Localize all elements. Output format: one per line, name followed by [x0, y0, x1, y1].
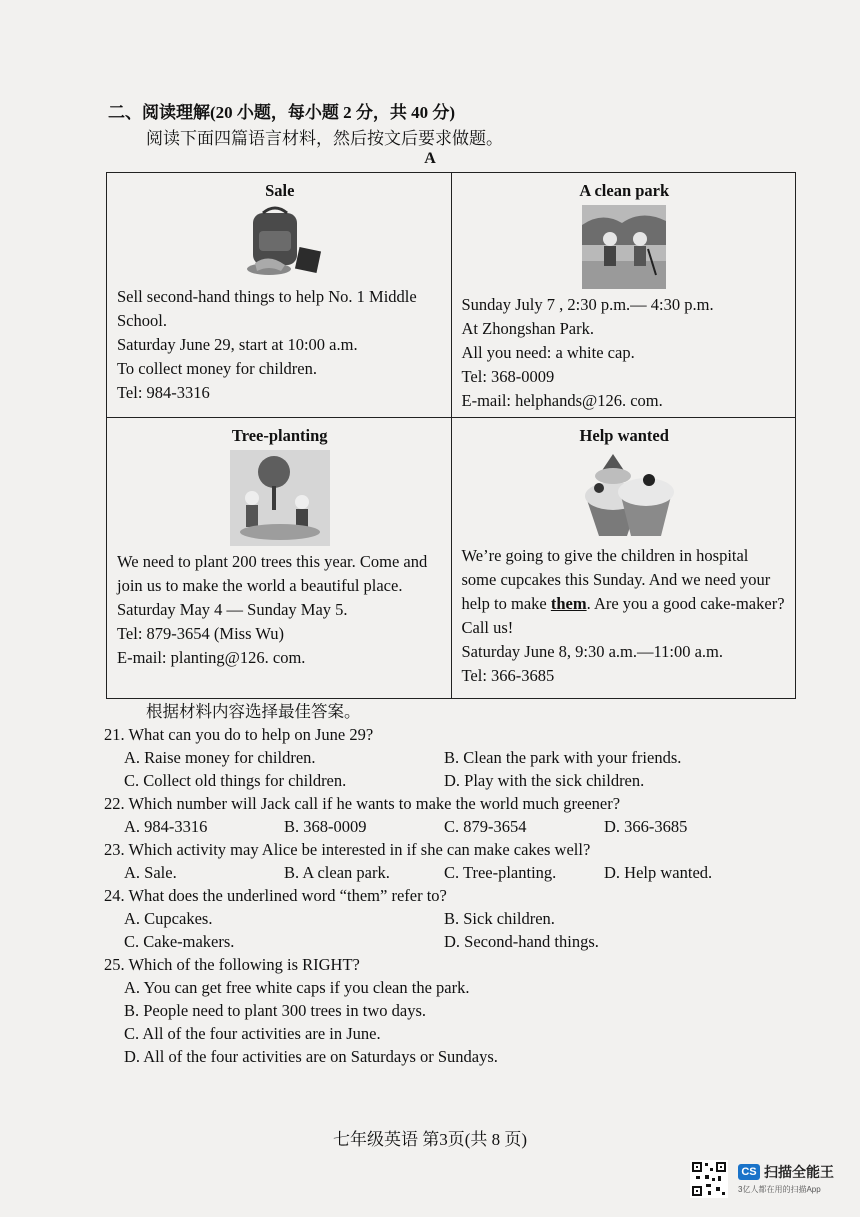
- cs-logo-icon: CS: [738, 1164, 760, 1180]
- ad-help-text-after: . Are you a good cake-maker? Call us!: [461, 594, 785, 637]
- question-options: [104, 815, 764, 838]
- question-options: [104, 999, 764, 1022]
- ad-title-clean-park: A clean park: [579, 181, 670, 200]
- option: C. 879-3654: [444, 817, 527, 836]
- ad-help-line: Saturday June 8, 9:30 a.m.—11:00 a.m.: [461, 642, 724, 661]
- ad-help-paragraph: [462, 544, 788, 640]
- ad-sale-line: To collect money for children.: [117, 359, 317, 378]
- option: D. Help wanted.: [604, 863, 713, 882]
- question-stem: 24. What does the underlined word “them” refer to?: [104, 886, 447, 905]
- ad-help-wanted: [451, 418, 796, 699]
- park-cleaning-image: [582, 205, 666, 289]
- cupcakes-image: [569, 450, 679, 540]
- scanner-tagline: 3亿人都在用的扫描App: [738, 1185, 821, 1194]
- ad-tree-line: Tel: 879-3654 (Miss Wu): [117, 624, 284, 643]
- option: A. You can get free white caps if you clean the park.: [124, 978, 470, 997]
- ad-help-line: Tel: 366-3685: [461, 666, 555, 685]
- option: D. 366-3685: [604, 817, 688, 836]
- question-options: [104, 769, 764, 792]
- question-options: [104, 976, 764, 999]
- option: A. Raise money for children.: [124, 748, 316, 767]
- ad-sale-line: Tel: 984-3316: [117, 383, 210, 402]
- ad-sale-line: Sell second-hand things to help No. 1 Middle School.: [117, 287, 417, 330]
- option: B. 368-0009: [284, 817, 367, 836]
- question-options: [104, 861, 764, 884]
- option: B. Clean the park with your friends.: [444, 748, 682, 767]
- question-options: [104, 746, 764, 769]
- section-instruction: 阅读下面四篇语言材料，然后按文后要求做题。: [146, 129, 503, 148]
- ad-park-line: Sunday July 7 , 2:30 p.m.— 4:30 p.m.: [461, 295, 714, 314]
- page-footer: 七年级英语 第3页(共 8 页): [332, 1130, 528, 1149]
- ad-tree-planting: [107, 418, 452, 699]
- section-title: 二、阅读理解(20 小题，每小题 2 分，共 40 分): [108, 103, 456, 122]
- underlined-word-them: them: [550, 594, 587, 613]
- question-stem: 25. Which of the following is RIGHT?: [104, 955, 360, 974]
- question-stem: 23. Which activity may Alice be interested in if she can make cakes well?: [104, 840, 591, 859]
- ad-park-line: E-mail: helphands@126. com.: [461, 391, 663, 410]
- ad-tree-line: We need to plant 200 trees this year. Come and join us to make the world a beautiful place.: [117, 552, 428, 595]
- option: C. Collect old things for children.: [124, 771, 347, 790]
- ads-table: [106, 172, 796, 699]
- scanner-brand: 扫描全能王: [764, 1164, 834, 1180]
- question-options: [104, 1045, 764, 1068]
- option: B. Sick children.: [444, 909, 555, 928]
- ad-sale-line: Saturday June 29, start at 10:00 a.m.: [117, 335, 358, 354]
- option: C. Cake-makers.: [124, 932, 235, 951]
- questions-intro: 根据材料内容选择最佳答案。: [146, 702, 361, 721]
- option: B. A clean park.: [284, 863, 390, 882]
- ad-tree-line: E-mail: planting@126. com.: [117, 648, 306, 667]
- scanner-watermark: [690, 1160, 840, 1200]
- question-options: [104, 1022, 764, 1045]
- ad-title-tree-planting: Tree-planting: [231, 426, 328, 445]
- option: A. 984-3316: [124, 817, 208, 836]
- qr-code-icon: [690, 1160, 728, 1198]
- ad-clean-park: [451, 173, 796, 418]
- question-options: [104, 930, 764, 953]
- ad-tree-line: Saturday May 4 — Sunday May 5.: [117, 600, 348, 619]
- question-stem: 21. What can you do to help on June 29?: [104, 725, 374, 744]
- option: A. Cupcakes.: [124, 909, 213, 928]
- ad-sale: [107, 173, 452, 418]
- option: A. Sale.: [124, 863, 177, 882]
- tree-planting-image: [230, 450, 330, 546]
- passage-label: A: [424, 150, 436, 167]
- option: D. Play with the sick children.: [444, 771, 645, 790]
- ad-park-line: All you need: a white cap.: [461, 343, 635, 362]
- option: D. Second-hand things.: [444, 932, 599, 951]
- option: C. All of the four activities are in June.: [124, 1024, 381, 1043]
- option: D. All of the four activities are on Saturdays or Sundays.: [124, 1047, 498, 1066]
- question-stem: 22. Which number will Jack call if he wants to make the world much greener?: [104, 794, 621, 813]
- ad-park-line: Tel: 368-0009: [461, 367, 555, 386]
- ad-title-sale: Sale: [265, 181, 295, 200]
- question-list: [104, 700, 764, 1068]
- question-options: [104, 907, 764, 930]
- ad-title-help-wanted: Help wanted: [579, 426, 669, 445]
- backpack-image: [225, 205, 335, 281]
- ad-park-line: At Zhongshan Park.: [461, 319, 594, 338]
- option: C. Tree-planting.: [444, 863, 557, 882]
- ad-help-text-before: We’re going to give the children in hospital some cupcakes this Sunday. And we need your help to make: [461, 546, 771, 613]
- option: B. People need to plant 300 trees in two days.: [124, 1001, 426, 1020]
